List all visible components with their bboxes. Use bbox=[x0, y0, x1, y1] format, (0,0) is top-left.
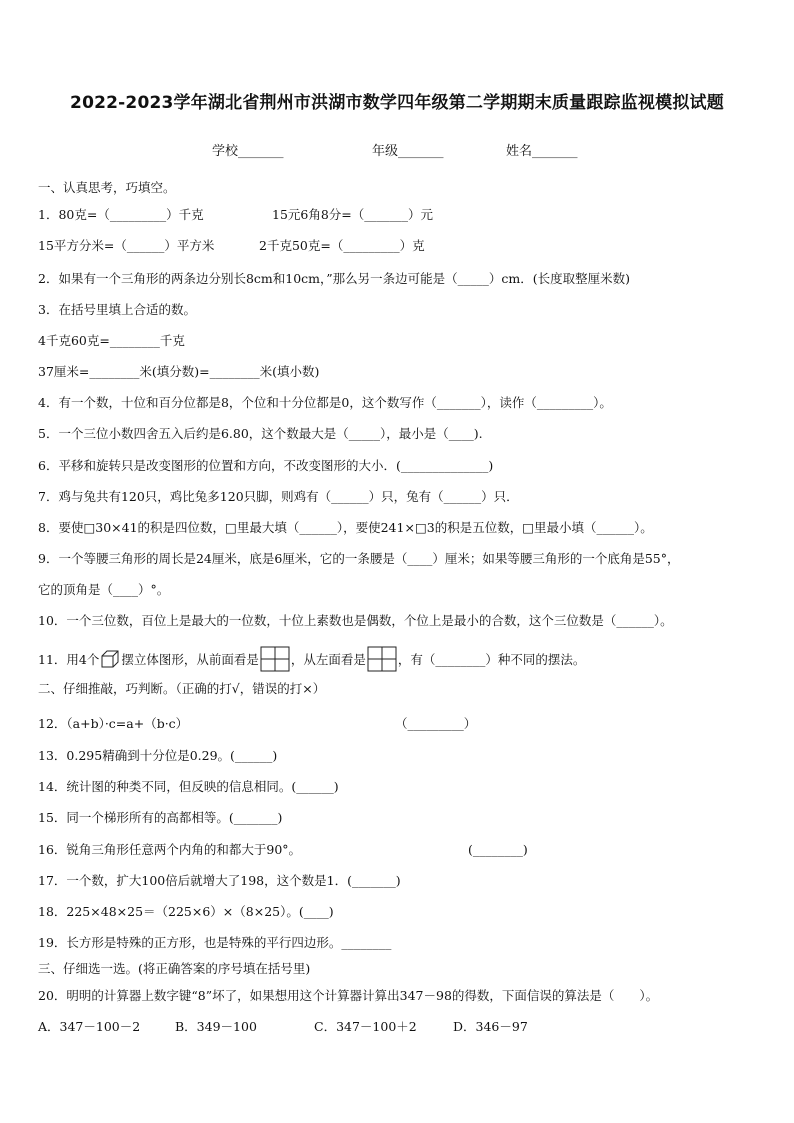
school-field[interactable]: 学校_______ bbox=[212, 144, 284, 159]
question-15: 15．同一个梯形所有的高都相等。(_______) bbox=[38, 810, 283, 825]
option-a[interactable]: A．347－100－2 bbox=[38, 1019, 141, 1034]
option-d[interactable]: D．346－97 bbox=[453, 1019, 528, 1034]
question-12-blank[interactable]: （_________） bbox=[395, 716, 477, 731]
question-9a: 9．一个等腰三角形的周长是24厘米，底是6厘米，它的一条腰是（____）厘米；如果等腰三角形的一个底角是55°， bbox=[38, 551, 680, 566]
question-8: 8．要使□30×41的积是四位数，□里最大填（______），要使241×□3的积是五位数，□里最小填（______）。 bbox=[38, 520, 653, 535]
question-12: 12．（a+b）·c=a+（b·c） bbox=[38, 716, 189, 731]
question-20: 20．明明的计算器上数字键“8”坏了，如果想用这个计算器计算出347－98的得数，下面信误的算法是（ ）。 bbox=[38, 988, 659, 1003]
question-11-mid1: 摆立体图形，从前面看是 bbox=[121, 652, 259, 667]
name-field[interactable]: 姓名_______ bbox=[506, 144, 578, 159]
question-1a: 1．80克=（_________）千克 bbox=[38, 207, 204, 222]
option-b[interactable]: B．349－100 bbox=[175, 1019, 257, 1034]
question-14: 14．统计图的种类不同，但反映的信息相同。(______) bbox=[38, 779, 339, 794]
question-5: 5．一个三位小数四舍五入后约是6.80，这个数最大是（_____），最小是（____). bbox=[38, 426, 483, 441]
section-3-heading: 三、仔细选一选。(将正确答案的序号填在括号里) bbox=[38, 961, 311, 976]
question-4: 4．有一个数，十位和百分位都是8，个位和十分位都是0，这个数写作（_______），读作（_________）。 bbox=[38, 395, 612, 410]
question-7: 7．鸡与兔共有120只，鸡比兔多120只脚，则鸡有（______）只，兔有（______）只． bbox=[38, 489, 519, 504]
cube-icon bbox=[100, 649, 120, 669]
left-view-icon bbox=[367, 646, 397, 676]
question-11-prefix: 11．用4个 bbox=[38, 652, 100, 667]
question-13: 13．0.295精确到十分位是0.29。(______) bbox=[38, 748, 278, 763]
question-19: 19．长方形是特殊的正方形，也是特殊的平行四边形。________ bbox=[38, 935, 392, 950]
question-3a: 4千克60克=________千克 bbox=[38, 333, 185, 348]
question-2: 2．如果有一个三角形的两条边分别长8cm和10cm，”那么另一条边可能是（_____）cm．(长度取整厘米数) bbox=[38, 271, 631, 286]
question-16-blank[interactable]: (________) bbox=[468, 842, 528, 857]
question-11-mid2: ，从左面看是 bbox=[290, 652, 366, 667]
question-9b: 它的顶角是（____）°。 bbox=[38, 582, 170, 597]
question-3: 3．在括号里填上合适的数。 bbox=[38, 302, 196, 317]
question-1b: 15元6角8分=（_______）元 bbox=[272, 207, 434, 222]
option-c[interactable]: C．347－100＋2 bbox=[314, 1019, 417, 1034]
question-11 bbox=[38, 646, 585, 676]
page-title: 2022-2023学年湖北省荆州市洪湖市数学四年级第二学期期末质量跟踪监视模拟试题 bbox=[70, 93, 724, 113]
question-11-end: ，有（________）种不同的摆法。 bbox=[397, 652, 586, 667]
section-2-heading: 二、仔细推敲，巧判断。（正确的打√，错误的打×） bbox=[38, 681, 326, 696]
question-3b: 37厘米=________米(填分数)=________米(填小数) bbox=[38, 364, 320, 379]
front-view-icon bbox=[260, 646, 290, 676]
question-1d: 2千克50克=（_________）克 bbox=[259, 238, 425, 253]
question-1c: 15平方分米=（______）平方米 bbox=[38, 238, 215, 253]
question-18: 18．225×48×25＝（225×6）×（8×25）。(____) bbox=[38, 904, 334, 919]
question-16: 16．锐角三角形任意两个内角的和都大于90°。 bbox=[38, 842, 302, 857]
question-17: 17．一个数，扩大100倍后就增大了198，这个数是1．(_______) bbox=[38, 873, 401, 888]
question-10: 10．一个三位数，百位上是最大的一位数，十位上素数也是偶数，个位上是最小的合数，这个三位数是（______）。 bbox=[38, 613, 673, 628]
section-1-heading: 一、认真思考，巧填空。 bbox=[38, 180, 176, 195]
question-6: 6．平移和旋转只是改变图形的位置和方向，不改变图形的大小．(______________) bbox=[38, 458, 494, 473]
grade-field[interactable]: 年级_______ bbox=[372, 144, 444, 159]
